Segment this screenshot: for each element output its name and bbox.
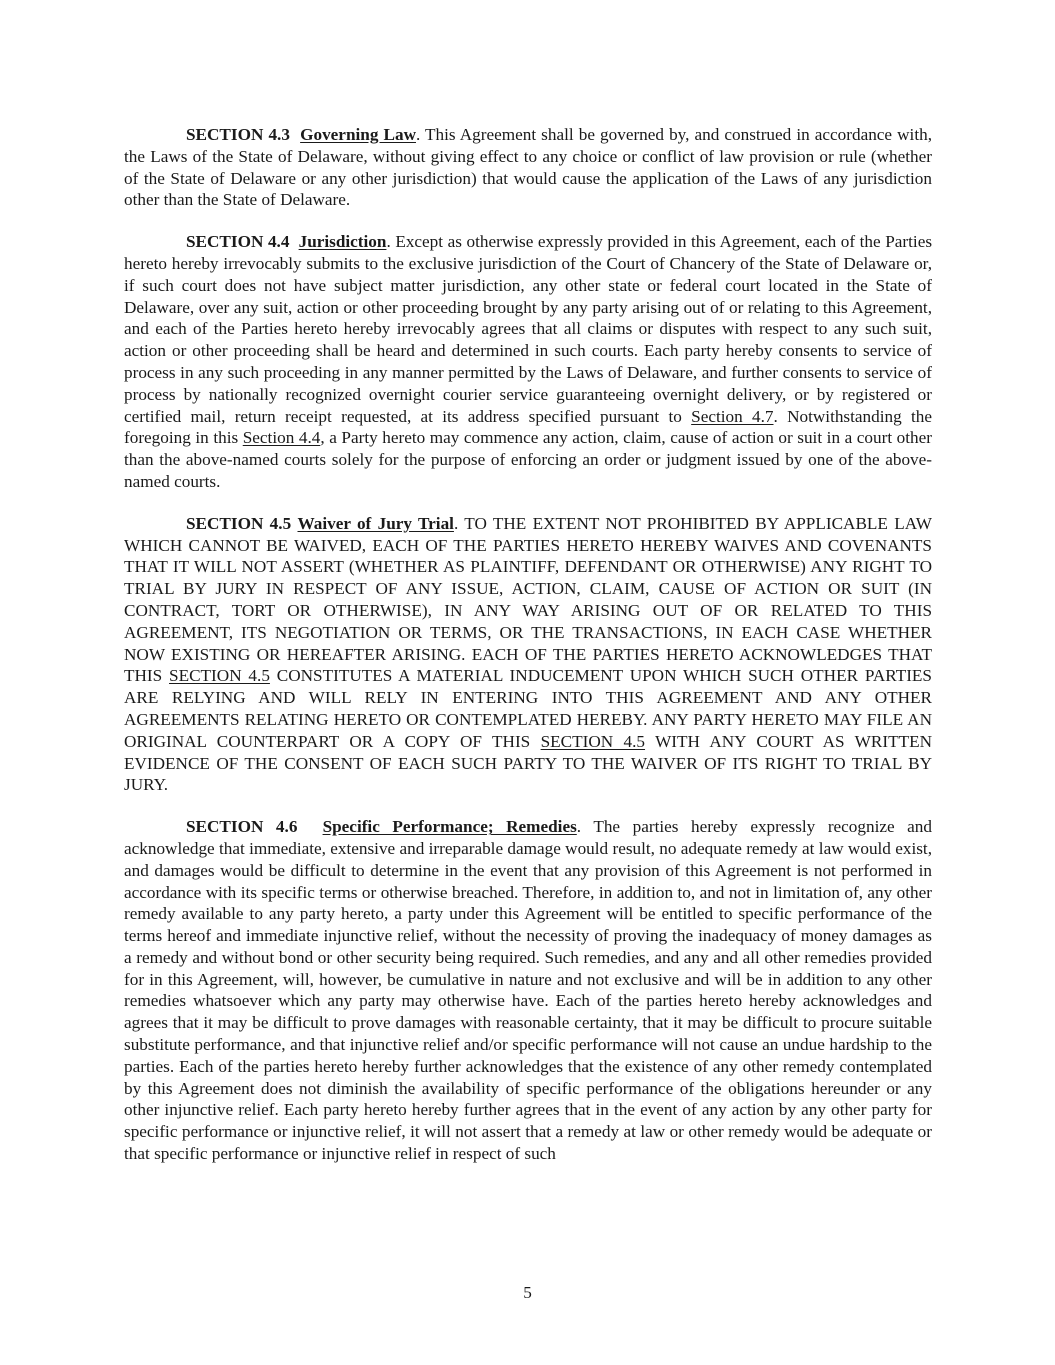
section-number: SECTION 4.5 [186, 513, 292, 533]
section-text: . The parties hereby expressly recognize and acknowledge that immediate, extensive and irreparable damage would result, no adequate remedy at law would exist, and damages would be difficult to determine in the event that any provision of this Agreement is not performed in accordance with its specific terms or otherwise breached. Therefore, in addition to, and not in limitation of, any other remedy available to any party hereto, a party under this Agreement will be entitled to specific performance of the terms hereof and immediate injunctive relief, without the necessity of proving the inadequacy of money damages as a remedy and without bond or other security being required. Such remedies, and any and all other remedies provided for in this Agreement, will, however, be cumulative in nature and not exclusive and will be in addition to any other remedies whatsoever which any party may otherwise have. Each of the parties hereto hereby acknowledges and agrees that it may be difficult to prove damages with reasonable certainty, that it may be difficult to procure suitable substitute performance, and that injunctive relief and/or specific performance will not cause an undue hardship to the parties. Each of the parties hereto hereby further acknowledges that the existence of any other remedy contemplated by this Agreement does not diminish the availability of specific performance of the obligations hereunder or any other injunctive relief. Each party hereto hereby further agrees that in the event of any action by any other party for specific performance or injunctive relief, it will not assert that a remedy at law or other remedy would be adequate or that specific performance or injunctive relief in respect of such [124, 817, 932, 1164]
section-title: Jurisdiction [298, 232, 387, 252]
section-text: . TO THE EXTENT NOT PROHIBITED BY APPLICABLE LAW WHICH CANNOT BE WAIVED, EACH OF THE PARTIES HERETO HEREBY WAIVES AND COVENANTS THAT IT WILL NOT ASSERT (WHETHER AS PLAINTIFF, DEFENDANT OR OTHERWISE) ANY RIGHT TO TRIAL BY JURY IN RESPECT OF ANY ISSUE, ACTION, CLAIM, CAUSE OF ACTION OR SUIT (IN CONTRACT, TORT OR OTHERWISE), IN ANY WAY ARISING OUT OF OR RELATED TO THIS AGREEMENT, ITS NEGOTIATION OR TERMS, OR THE TRANSACTIONS, IN EACH CASE WHETHER NOW EXISTING OR HEREAFTER ARISING. EACH OF THE PARTIES HERETO ACKNOWLEDGES THAT THIS [124, 513, 933, 686]
page-number: 5 [523, 1283, 532, 1302]
section-title: Governing Law [300, 125, 416, 144]
cross-reference: SECTION 4.5 [540, 731, 646, 751]
section-text: CONSTITUTES A MATERIAL INDUCEMENT UPON WHICH SUCH OTHER PARTIES ARE RELYING AND WILL RELY IN ENTERING INTO THIS AGREEMENT AND ANY OTHER AGREEMENTS RELATING HERETO OR CONTEMPLATED HEREBY. ANY PARTY HERETO MAY FILE AN ORIGINAL COUNTERPART OR A COPY OF THIS [124, 666, 932, 751]
section-number: SECTION 4.3 [186, 125, 290, 144]
section-4-3-paragraph [124, 124, 932, 211]
section-4-5-paragraph [124, 513, 932, 796]
section-text: , a Party hereto may commence any action, claim, cause of action or suit in a court other than the above-named courts solely for the purpose of enforcing an order or judgment issued by one of the above-named courts. [124, 428, 932, 491]
section-text: . Except as otherwise expressly provided in this Agreement, each of the Parties hereto hereby irrevocably submits to the exclusive jurisdiction of the Court of Chancery of the State of Delaware or, if such court does not have subject matter jurisdiction, any other state or federal court located in the State of Delaware, over any suit, action or other proceeding brought by any party arising out of or relating to this Agreement, and each of the Parties hereto hereby irrevocably agrees that all claims or disputes with respect to any such suit, action or other proceeding shall be heard and determined in such courts. Each party hereby consents to service of process in any such proceeding in any manner permitted by the Laws of Delaware, and further consents to service of process by nationally recognized overnight courier service guaranteeing overnight delivery, or by registered or certified mail, return receipt requested, at its address specified pursuant to [124, 232, 933, 426]
cross-reference: Section 4.7 [691, 406, 774, 426]
section-number: SECTION 4.6 [186, 817, 298, 837]
section-title: Specific Performance; Remedies [322, 817, 577, 837]
section-number: SECTION 4.4 [186, 232, 290, 252]
section-4-4-paragraph [124, 231, 932, 493]
section-4-6-paragraph [124, 816, 932, 1165]
section-text: . This Agreement shall be governed by, and construed in accordance with, the Laws of the State of Delaware, without giving effect to any choice or conflict of law provision or rule (whether of the State of Delaware or any other jurisdiction) that would cause the application of the Laws of any jurisdiction other than the State of Delaware. [124, 125, 932, 210]
document-body [124, 124, 932, 1185]
section-text: WITH ANY COURT AS WRITTEN EVIDENCE OF THE CONSENT OF EACH SUCH PARTY TO THE WAIVER OF ITS RIGHT TO TRIAL BY JURY. [124, 731, 932, 795]
section-text: . Notwithstanding the foregoing in this [124, 406, 932, 448]
cross-reference: Section 4.4 [242, 428, 321, 448]
cross-reference: SECTION 4.5 [169, 666, 270, 686]
section-title: Waiver of Jury Trial [297, 513, 454, 533]
